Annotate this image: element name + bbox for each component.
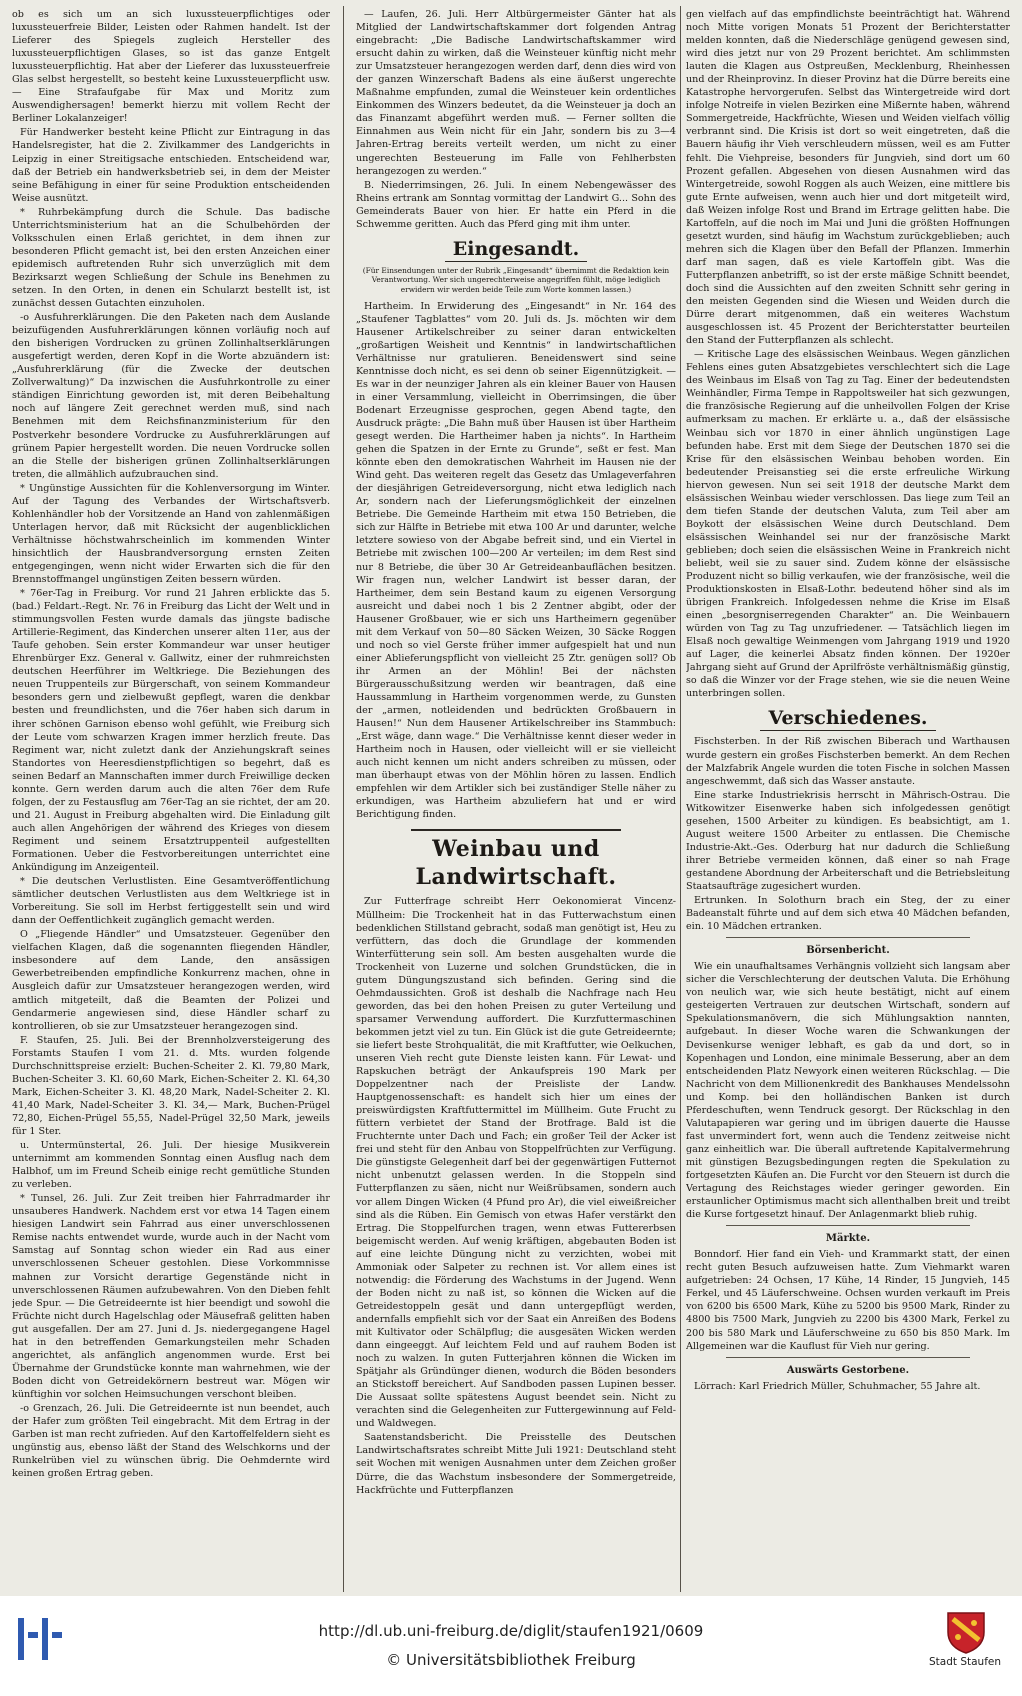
article-paragraph: Hartheim. In Erwiderung des „Eingesandt“ in Nr. 164 des „Staufener Tagblattes“ vom 20. Juli ds. Js. möchten wir dem Hausener Artikelschreiber zu seiner daran entwickelten „großartigen Weisheit und Kenntnis“ in landwirtschaftlichen Verhältnisse nur gratulieren. Beneidenswert sind seine Kenntnisse doch nicht, es sei denn ob seiner Eigennützigkeit. — Es war in der neunziger Jahren als ein kleiner Bauer von Hausen in einer Versammlung, vielleicht in Oberrimsingen, die über Bodenart Erzeugnisse gesprochen, gegen Abend tagte, den Ausdruck prägte: „Die Bahn muß über Hausen ist über Hartheim gesegt werden. Die Hartheimer haben ja nichts“. In Hartheim gehen die Spatzen in der Ernte zu Grunde“, seßt er fest. Man könnte eben den demokratischen Wahrheit im Hausen nie der Wind geht. Das weiteren regelt das Gesetz das Umlageverfahren der diesjährigen Getreideversorgung, nicht etwa lediglich nach Ar, sondern nach der Lieferungsmöglichkeit der einzelnen Betriebe. Die Gemeinde Hartheim mit etwa 150 Betrieben, die sich zur Hälfte in Betriebe mit etwa 100 Ar und darunter, welche letztere sowieso von der Abgabe befreit sind, und ein Viertel in Betriebe mit zwischen 100—200 Ar verteilen; im dem Rest sind nur 8 Betriebe, die über 30 Ar Getreideanbauflächen besitzen. Wir fragen nun, welcher Landwirt ist besser daran, der Hartheimer, dem sein Bestand kaum zu eigenen Versorgung ausreicht und dabei noch 1 bis 2 Zentner abgibt, oder der Hausener Großbauer, wie er sich uns Hartheimern gegenüber mit dem Verkauf von 50—80 Säcken Weizen, 30 Säcke Roggen und noch so viel Gerste früher immer aufgespielt hat und nun einer Ablieferungspflicht von vielleicht 25 Ztr. genügen soll? Ob ihr Armen an der Möhlin! Bei der nächsten Bürgerausschußsitzung werden wir beantragen, daß eine Haussammlung in Hartheim vorgenommen werde, zu Gunsten der „armen, notleidenden und bedrückten Großbauern in Hausen!“ Nun dem Hausener Artikelschreiber ins Stammbuch: „Erst wäge, dann wage.“ Die Verhältnisse kennt dieser weder in Hartheim noch in Hausen, oder vielleicht will er sie vielleicht auch nicht kennen um nicht anders schreiben zu müssen, oder man überhaupt etwas von der Möhlin hören zu lassen. Endlich empfehlen wir dem Artikler sich bei zuständiger Stelle näher zu erkundigen, was Hartheim abzuliefern hat und er wird Berichtigung finden. — [356, 300, 676, 821]
section-title: Eingesandt. — [445, 237, 587, 262]
article-paragraph: * 76er-Tag in Freiburg. Vor rund 21 Jahren erblickte das 5. (bad.) Feldart.-Regt. Nr. 76 in Freiburg das Licht der Welt und in stimmungsvollen Festen wurde damals das jüngste badische Artillerie-Regiment, das Kinderchen unserer alten 11er, aus der Taufe gehoben. Sein erster Kommandeur war unser heutiger Ehrenbürger Exz. General v. Gallwitz, einer der ruhmreichsten deutschen Heerführer im Weltkriege. Die Beziehungen des neuen Truppenteils zur Bürgerschaft, von seinem Kommandeur besonders gern und zielbewußt gepflegt, waren die denkbar besten und freundlichsten, und die 76er haben sich darum in ihrer schönen Garnison ebenso wohl gefühlt, wie Freiburg sich der Leute vom schwarzen Kragen immer herzlich freute. Das Regiment war, nicht zuletzt dank der Anziehungskraft seines Standortes von Heeresdienstpflichtigen so begehrt, daß es seinen Bedarf an Mannschaften immer durch Freiwillige decken konnte. Gern werden darum auch die alten 76er dem Rufe folgen, der zu Festausflug am 76er-Tag an sie richtet, der am 20. und 21. August in Freiburg abgehalten wird. Die Einladung gilt auch allen Angehörigen der während des Krieges von diesem Regiment und seinem Ersatztruppenteil aufgestellten Formationen. Ueber die Festvorbereitungen unterrichtet eine Ankündigung im Anzeigenteil. — [12, 588, 330, 874]
article-paragraph: * Ruhrbekämpfung durch die Schule. Das badische Unterrichtsministerium hat an die Schulbehörden der Volksschulen einen Erlaß gerichtet, in dem ihnen zur besonderen Pflicht gemacht ist, bei den ersten Anzeichen einer epidemisch auftretenden Ruhr sich unverzüglich mit dem Bezirksarzt wegen Schließung der Schule ins Benehmen zu setzen. In den Orten, in denen ein Schularzt bestellt ist, ist zunächst dessen Gutachten einzuholen. — [12, 206, 330, 310]
section-heading-verschiedenes — [686, 706, 1010, 731]
divider — [726, 1225, 970, 1226]
divider — [726, 1357, 970, 1358]
column-rule — [680, 6, 681, 1592]
article-paragraph: * Tunsel, 26. Juli. Zur Zeit treiben hier Fahrradmarder ihr unsauberes Handwerk. Nachdem erst vor etwa 14 Tagen einem hiesigen Landwirt sein Fahrrad aus einer unverschlossenen Remise nachts entwendet wurde, wurde auch in der Nacht vom Samstag auf Sonntag schon wieder ein Rad aus einer unverschlossenen Scheuer gestohlen. Diese Vorkommnisse mahnen zur Vorsicht derartige Gegenstände nicht in unverschlossenen Räumen aufzubewahren. Von den Dieben fehlt jede Spur. — Die Getreideernte ist hier beendigt und sowohl die Früchte nicht durch Hagelschlag oder Mäusefraß gelitten haben gut ausgefallen. Der am 27. Juni d. Js. niedergegangene Hagel hat in den betreffenden Gemarkungsteilen mehr Schaden angerichtet, als anfänglich angenommen wurde. Erst bei Übernahme der Grundstücke konnte man wahrnehmen, wie der Boden dicht von Getreidekörnern bestreut war. Mögen wir künftighin vor solchen Heimsuchungen verschont bleiben. — [12, 1193, 330, 1400]
article-paragraph: Ertrunken. In Solothurn brach ein Steg, der zu einer Badeanstalt führte und auf dem sich etwa 40 Mädchen befanden, ein. 10 Mädchen ertranken. — [686, 895, 1010, 933]
section-title: Verschiedenes. — [760, 706, 935, 731]
section-heading-eingesandt — [356, 237, 676, 262]
article-paragraph: — Kritische Lage des elsässischen Weinbaus. Wegen gänzlichen Fehlens eines guten Absatzgebietes verschlechtert sich die Lage des Weinbaus im Elsaß von Tag zu Tag. Einer der bedeutendsten Weinhändler, Firma Tempe in Rappoltsweiler hat sich gezwungen, die französische Regierung auf die unheilvollen Folgen der Krise aufmerksam zu machen. Er erklärte u. a., daß der elsässische Weinbau sich vor 1870 in einer ähnlich ungünstigen Lage befunden habe. Erst mit dem Siege der Deutschen 1870 sei die Krise für den elsässischen Weinbau behoben worden. Ein bedeutender Preisanstieg sei die erste erfreuliche Wirkung hiervon gewesen. Nun sei seit 1918 der deutsche Markt dem elsässischen Weinbau wieder verschlossen. Das liege zum Teil an dem tiefen Stande der deutschen Valuta, zum Teil aber am Boykott der elsässischen Weine durch Deutschland. Dem elsässischen Weinhandel sei nur der französische Markt geblieben; doch seien die elsässischen Weine in Frankreich nicht beliebt, weil sie zu sauer sind. Zudem könne der elsässische Produzent nicht so billig verkaufen, wie der französische, weil die Produktionskosten in Elsaß-Lothr. bedeutend höher sind als im übrigen Frankreich. Infolgedessen nehme die Krise im Elsaß einen „besorgniserregenden Charakter“ an. Die Weinbauern würden von Tag zu Tag unzufriedener. — Tatsächlich liegen im Elsaß noch gewaltige Weinmengen vom Jahrgang 1919 und 1920 auf Lager, die keinerlei Absatz finden können. Der 1920er Jahrgang sieht auf Grund der Aprilfröste verhältnismäßig günstig, so daß die Winzer vor der Frage stehen, wie sie die neuen Weine unterbringen sollen. — [686, 349, 1010, 700]
article-paragraph: F. Staufen, 25. Juli. Bei der Brennholzversteigerung des Forstamts Staufen I vom 21. d. Mts. wurden folgende Durchschnittspreise erzielt: Buchen-Scheiter 2. Kl. 79,80 Mark, Buchen-Scheiter 3. Kl. 60,60 Mark, Eichen-Scheiter 2. Kl. 64,30 Mark, Eichen-Scheiter 3. Kl. 48,20 Mark, Nadel-Scheiter 2. Kl. 41,40 Mark, Nadel-Scheiter 3. Kl. 34,— Mark, Buchen-Prügel 72,80, Eichen-Prügel 55,55, Nadel-Prügel 32,50 Mark, jeweils für 1 Ster. — [12, 1034, 330, 1137]
column-1 — [12, 8, 330, 1592]
column-2 — [356, 8, 676, 1592]
copyright-notice: © Universitätsbibliothek Freiburg — [386, 1651, 636, 1669]
column-rule — [343, 6, 344, 1592]
heading-rule — [411, 829, 621, 831]
staufen-crest-icon — [945, 1610, 987, 1654]
section-title-boersenbericht: Börsenbericht. — [806, 945, 890, 957]
death-notice: Lörrach: Karl Friedrich Müller, Schuhmacher, 55 Jahre alt. — [694, 1380, 981, 1392]
column-3 — [686, 8, 1010, 1592]
article-paragraph: Fischsterben. In der Riß zwischen Biberach und Warthausen wurde gestern ein großes Fischsterben bemerkt. An dem Rechen der Malzfabrik Angele wurden die toten Fische in solchen Massen angeschwemmt, daß sich das Wasser anstaute. — [686, 736, 1010, 787]
viewer-footer — [0, 1596, 1022, 1696]
editorial-note: (Für Einsendungen unter der Rubrik „Eingesandt“ übernimmt die Redaktion kein Verantwortung. Wer sich ungerechterweise angegriffen fühlt, möge lediglich erwidern wir werden beide Teile zum Worte kommen lassen.) — [362, 265, 670, 294]
article-paragraph: -o Grenzach, 26. Juli. Die Getreideernte ist nun beendet, auch der Hafer zum größten Teil eingebracht. Mit dem Ertrag in der Garben ist man recht zufrieden. Auf den Kartoffelfeldern sieht es ungünstig aus, ebenso läßt der Stand des Welschkorns und der Runkelrüben viel zu wünschen übrig. Die Oehmdernte wird keinen großen Ertrag geben. — [12, 1402, 330, 1480]
article-paragraph: Für Handwerker besteht keine Pflicht zur Eintragung in das Handelsregister, hat die 2. Zivilkammer des Landgerichts in Leipzig in einer Streitigsache entschieden. Entscheidend war, daß der Betrieb ein handwerksbetrieb sei, in dem der Meister seine Befähigung in einer für seine Produktion entscheidenden Weise ausnützt. — [12, 127, 330, 204]
section-title-maerkte: Märkte. — [825, 1233, 871, 1245]
permalink-url[interactable]: http://dl.ub.uni-freiburg.de/diglit/staufen1921/0609 — [318, 1622, 704, 1640]
divider — [726, 937, 970, 938]
article-paragraph: B. Niederrimsingen, 26. Juli. In einem Nebengewässer des Rheins ertrank am Sonntag vormittag der Landwirt G... Sohn des Gemeinderats Bauer von hier. Er hatte ein Pferd in die Schwemme geritten. Auch das Pferd ging mit ihm unter. — [356, 179, 676, 230]
article-paragraph: ob es sich um an sich luxussteuerpflichtiges oder luxussteuerfreie Bilder, Leisten oder Rahmen handelt. Ist der Lieferer des Spiegels zugleich Hersteller des luxussteuerpflichtigen Glases, so ist das ganze Entgelt luxussteuerpflichtig. Hat aber der Lieferer das luxussteuerfreie Glas selbst hergestellt, so besteht keine Luxussteuerpflicht usw. — Eine Strafaufgabe für Max und Moritz zum Auswendighersagen! bemerkt hierzu mit vollem Recht der Berliner Lokalanzeiger! — [12, 9, 330, 125]
article-paragraph: — Laufen, 26. Juli. Herr Altbürgermeister Gänter hat als Mitglied der Landwirtschaftskammer dort folgenden Antrag eingebracht: „Die Badische Landwirtschaftskammer wird ersucht dahin zu wirken, daß die Weinsteuer künftig nicht mehr zur Umsatzsteuer herangezogen werden darf, denn dies wird von der ganzen Winzerschaft Badens als eine äußerst ungerechte Maßnahme empfunden, zumal die Weinsteuer kein ordentliches Einkommen des Winzers bedeutet, da die Weinsteuer ja doch an das Finanzamt abgeführt werden muß. — Ferner sollten die Einnahmen aus Wein nicht für ein Jahr, sondern bis zu 3—4 Jahren-Ertrag bereits verteilt werden, um nicht zu einer ungerechten Besteuerung im Falle von Fehlherbsten herangezogen zu werden.“ — [356, 9, 676, 177]
section-title-gestorbene: Auswärts Gestorbene. — [786, 1364, 910, 1376]
article-paragraph: -o Ausfuhrerklärungen. Die den Paketen nach dem Auslande beizufügenden Ausfuhrerklärungen können vorläufig noch auf den bisherigen Vordrucken zu grünen Zollinhaltserklärungen ausgefertigt werden, deren Kopf in die Worte abzuändern ist: „Ausfuhrerklärung (für die Zwecke der deutschen Zollverwaltung)“ Da inzwischen die Ausfuhrkontrolle zu einer ständigen Einrichtung geworden ist, mit deren Beibehaltung noch auf längere Zeit gerechnet werden muß, sind nach Benehmen mit dem Reichsfinanzministerium für den Postverkehr besondere Vordrucke zu Ausfuhrerklärungen auf grünem Papier hergestellt worden. Die neuen Vordrucke sollen an die Stelle der bisherigen grünen Zollinhaltserklärungen treten, die allmählich aufzubrauchen sind. — [12, 312, 330, 480]
article-paragraph: gen vielfach auf das empfindlichste beeinträchtigt hat. Während noch Mitte vorigen Monats 51 Prozent der Berichterstatter melden konnten, daß die Niederschläge genügend gewesen sind, wird dies jetzt nur von 29 Prozent berichtet. Am schlimmsten lauten die Klagen aus Ostpreußen, Mecklenburg, Rheinhessen und der Rheinprovinz. In dieser Provinz hat die Dürre bereits eine Katastrophe hervorgerufen. Selbst das Wintergetreide wird dort infolge Notreife in vielen Bezirken eine Mißernte haben, während Sommergetreide, Hackfrüchte, Wiesen und Weiden vielfach völlig verbrannt sind. Die Krisis ist dort so weit eingetreten, daß die Bauern häufig ihr Vieh verschleudern müssen, weil es am Futter fehlt. Die Viehpreise, besonders für Jungvieh, sind dort um 60 Prozent gefallen. Abgesehen von diesen Ausnahmen wird das Wintergetreide, sowohl Roggen als auch Weizen, eine mittlere bis gute Ernte aufweisen, wenn auch hier und dort mitgeteilt wird, daß Weizen infolge Rost und Brand im Ertrage gelitten habe. Die Kartoffeln, auf die noch im Mai und Juni die größten Hoffnungen gesetzt wurden, sind häufig im Wachstum zurückgeblieben; auch mehren sich die Klagen über den Befall der Pflanzen. Immerhin darf man sagen, daß es viele Kartoffeln gibt. Was die Futterpflanzen anbetrifft, so ist der erste mäßige Schnitt beendet, doch sind die Aussichten auf den zweiten Schnitt sehr gering in den meisten Gegenden sind die Wiesen und Weiden durch die Dürre derart mitgenommen, daß ein weiteres Wachstum ausgeschlossen ist. 45 Prozent der Berichterstatter beurteilen den Stand der Futterpflanzen als schlecht. — [686, 9, 1010, 347]
article-paragraph: Wie ein unaufhaltsames Verhängnis vollzieht sich langsam aber sicher die Verschlechterung der deutschen Valuta. Die Erhöhung von neulich war, wie sich heute bestätigt, nicht auf einem gesteigerten Vertrauen zur deutschen Wirtschaft, sondern auf Spekulationsmanövern, die sich Mühlungsaktion nannten, aufgebaut. In dieser Woche waren die Schwankungen der Devisenkurse weniger lebhaft, es gab da und dort, so in Kopenhagen und London, eine minimale Besserung, aber an dem entscheidenden Platz Newyork einen weiteren Rückschlag. — Die Nachricht von dem Millionenkredit des Bankhauses Mendelssohn und Komp. bei den holländischen Banken ist durch Pferdeschuften, wenn Tendruck gesorgt. Der Rückschlag in den Valutapapieren war gering und im übrigen dauerte die Hausse fast unvermindert fort, wenn auch die Tendenz zeitweise nicht ganz einheitlich war. Die überall auftretende Kapitalvermehrung mit günstigen Bezugsbedingungen regten die Spekulation zu fortgesetzten Käufen an. Die Furcht vor den Steuern ist durch die Vertagung des Reichstages wieder geringer geworden. Ein erstaunlicher Optimismus macht sich allenthalben breit und treibt die Kurse fortgesetzt hinauf. Der Anlagenmarkt blieb ruhig. — [686, 961, 1010, 1221]
article-paragraph: Eine starke Industriekrisis herrscht in Mährisch-Ostrau. Die Witkowitzer Eisenwerke haben sich infolgedessen genötigt gesehen, 1500 Arbeiter zu kündigen. Es beabsichtigt, am 1. August weitere 1500 Arbeiter zu entlassen. Die Chemische Industrie-Akt.-Ges. Oderburg hat nur dadurch die Schließung ihrer Betriebe vermeiden können, daß einer so nah Frage gestandene Abordnung der Arbeiterschaft und die Betriebsleitung Staatsaufträge zugesichert wurden. — [686, 789, 1010, 892]
article-paragraph: Zur Futterfrage schreibt Herr Oekonomierat Vincenz-Müllheim: Die Trockenheit hat in das Futterwachstum einen bedenklichen Stillstand gebracht, sodaß man genötigt ist, Heu zu verfüttern, das doch die Grundlage der kommenden Winterfütterung sein soll. Am besten ausgehalten wurde die Trockenheit von Luzerne und solchen Grundstücken, die in gutem Düngungszustand sich befinden. Gering sind die Oehmdaussichten. Groß ist deshalb die Nachfrage nach Heu geworden, das bei den hohen Preisen zu guter Verteilung und sparsamer Verwendung auffordert. Die Kurzfuttermaschinen bekommen jetzt viel zu tun. Ein Glück ist die gute Getreideernte; sie liefert beste Strohqualität, die mit Kraftfutter, wie Oelkuchen, unseren Vieh recht gute Dienste leisten kann. Für Lewat- und Rapskuchen beträgt der Ankaufspreis 190 Mark per Doppelzentner nach der Preisliste der Landw. Hauptgenossenschaft: es handelt sich hier um eines der preiswürdigsten Kraftfuttermittel im Müllheim. Gute Frucht zu füttern verbietet der Stand der Brotfrage. Bald ist die Fruchternte unter Dach und Fach; ein großer Teil der Acker ist frei und steht für den Anbau von Stoppelfrüchten zur Verfügung. Die günstigste Gelegenheit darf bei der gegenwärtigen Futternot nicht unbenutzt gelassen werden. In die Stoppeln sind Futterpflanzen zu säen, nicht nur Weißrübsamen, sondern auch vor allem Dingen Wicken (4 Pfund pro Ar), die viel eiweißreicher sind als die Rüben. Ein Gemisch von etwas Hafer verstärkt den Ertrag. Die Stoppelfurchen tragen, wenn etwas Futtererbsen beigemischt werden. Auf wenig kräftigen, abgebauten Boden ist auf eine leichte Düngung nicht zu verzichten, wobei mit Ammoniak oder Salpeter zu rechnen ist. Vor allem eines ist notwendig: die Förderung des Wachstums in der Jugend. Wenn der Boden nicht zu naß ist, so können die Wicken auf die Getreidestoppeln gesät und dann untergepflügt werden, andernfalls empfiehlt sich vor der Saat ein Anreißen des Bodens mit Kultivator oder Schälpflug; die ausgesäten Wicken werden dann eingeeggt. Auf leichtem Feld und auf rauhem Boden ist noch zu walzen. In guten Futterjahren können die Wicken im Spätjahr als Gründünger dienen, wodurch die Böden besonders an Stickstoff bereichert. Auf Sandboden passen Lupinen besser. Die Aussaat sollte spätestens August beendet sein. Nicht zu verachten sind die Gelegenheiten zur Futtergewinnung auf Feld- und Waldwegen. — [356, 896, 676, 1430]
crest-label: Stadt Staufen — [928, 1656, 1002, 1668]
article-paragraph: O „Fliegende Händler“ und Umsatzsteuer. Gegenüber den vielfachen Klagen, daß die sogenannten fliegenden Händler, insbesondere auf dem Lande, den ansässigen Gewerbetreibenden empfindliche Konkurrenz machen, ohne in Ausgleich dafür zur Umsatzsteuer herangezogen werden, wird amtlich mitgeteilt, daß die Beamten der Polizei und Gendarmerie angewiesen sind, diese Händler scharf zu kontrollieren, ob sie zur Umsatzsteuer herangezogen sind. — [12, 929, 330, 1032]
article-paragraph: Bonndorf. Hier fand ein Vieh- und Krammarkt statt, der einen recht guten Besuch aufzuweisen hatte. Zum Viehmarkt waren aufgetrieben: 24 Ochsen, 17 Kühe, 14 Rinder, 15 Jungvieh, 145 Ferkel, und 45 Läuferschweine. Ochsen wurden verkauft im Preis von 6200 bis 6500 Mark, Kühe zu 5200 bis 9500 Mark, Rinder zu 4800 bis 7500 Mark, Jungvieh zu 2200 bis 4300 Mark, Ferkel zu 200 bis 580 Mark und Läuferschweine zu 650 bis 850 Mark. Im Allgemeinen war die Kauflust für Vieh nur gering. — [686, 1249, 1010, 1352]
article-paragraph: * Ungünstige Aussichten für die Kohlenversorgung im Winter. Auf der Tagung des Verbandes der Wirtschaftsverb. Kohlenhändler hob der Vorsitzende an Hand von zahlenmäßigen Unterlagen hervor, daß mit Rücksicht der augenblicklichen Verhältnisse höchstwahrscheinlich im kommenden Winter hinsichtlich der Hausbrandversorgung ernsten Zeiten entgegengingen, wenn nicht wider Erwarten sich die für den Brennstoffmangel ungünstigen Zeiten bessern würden. — [12, 482, 330, 586]
article-paragraph: Saatenstandsbericht. Die Preisstelle des Deutschen Landwirtschaftsrates schreibt Mitte Juli 1921: Deutschland steht seit Wochen mit wenigen Ausnahmen unter dem Zeichen großer Dürre, die das Wachstum insbesondere der Sommergetreide, Hackfrüchte und Futterpflanzen — [356, 1432, 676, 1496]
section-heading-weinbau — [356, 829, 676, 891]
article-paragraph: u. Untermünstertal, 26. Juli. Der hiesige Musikverein unternimmt am kommenden Sonntag einen Ausflug nach dem Halbhof, um im Freund Scheib einige recht gemütliche Stunden zu verleben. — [12, 1140, 330, 1191]
section-title: Weinbau und Landwirtschaft. — [415, 836, 617, 891]
article-paragraph: * Die deutschen Verlustlisten. Eine Gesamtveröffentlichung sämtlicher deutschen Verlustlisten aus dem Weltkriege ist in Vorbereitung. Sie soll im Herbst fertiggestellt sein und wird dann der Oeffentlichkeit zugänglich gemacht werden. — [12, 876, 330, 927]
